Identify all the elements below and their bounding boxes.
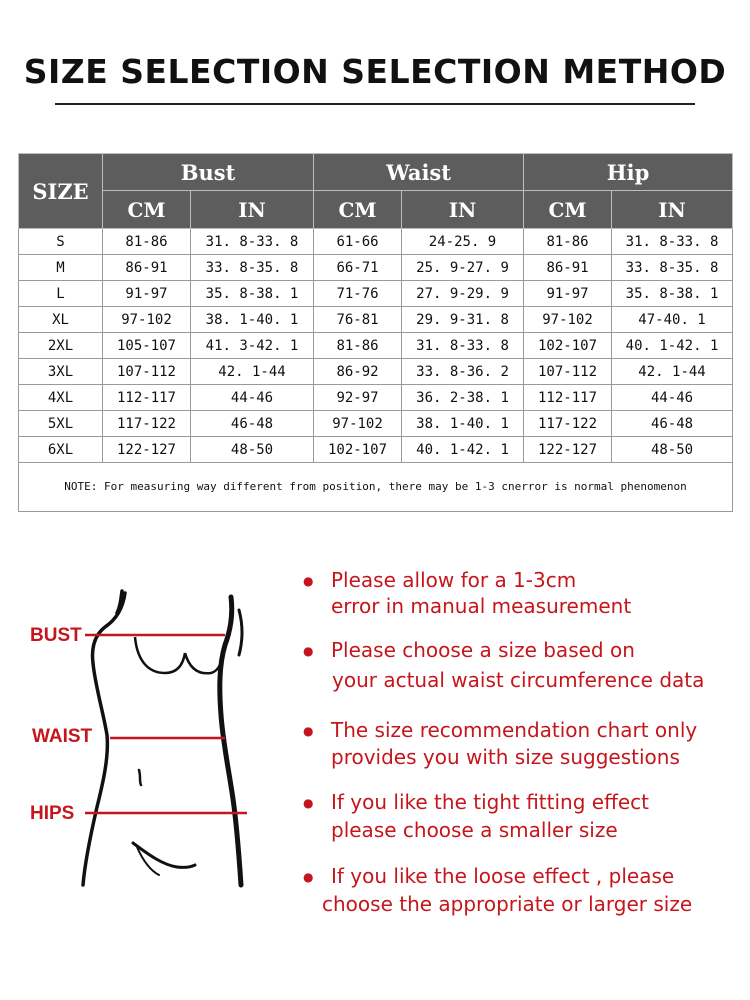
size-cell: 6XL — [19, 437, 103, 463]
measurement-cell: 76-81 — [314, 307, 402, 333]
tip-line: choose the appropriate or larger size — [322, 892, 693, 916]
unit-header: IN — [191, 191, 314, 229]
measurement-cell: 35. 8-38. 1 — [191, 281, 314, 307]
measurement-cell: 33. 8-36. 2 — [402, 359, 524, 385]
measurement-cell: 117-122 — [524, 411, 612, 437]
tip-line: please choose a smaller size — [331, 818, 618, 842]
measurement-cell: 97-102 — [314, 411, 402, 437]
table-row — [19, 307, 733, 333]
measurement-cell: 33. 8-35. 8 — [191, 255, 314, 281]
measurement-cell: 112-117 — [103, 385, 191, 411]
measurement-cell: 29. 9-31. 8 — [402, 307, 524, 333]
measurement-cell: 81-86 — [103, 229, 191, 255]
measurement-cell: 122-127 — [103, 437, 191, 463]
measurement-cell: 61-66 — [314, 229, 402, 255]
bust-label: BUST — [30, 625, 82, 646]
measurement-cell: 47-40. 1 — [612, 307, 733, 333]
measurement-cell: 117-122 — [103, 411, 191, 437]
measurement-cell: 42. 1-44 — [191, 359, 314, 385]
table-row — [19, 229, 733, 255]
size-cell: 2XL — [19, 333, 103, 359]
table-note: NOTE: For measuring way different from position, there may be 1-3 cnerror is normal phenomenon — [19, 463, 733, 512]
size-chart-table — [18, 153, 733, 512]
body-figure — [25, 585, 265, 905]
bullet-icon: ● — [303, 724, 314, 738]
measurement-cell: 97-102 — [524, 307, 612, 333]
measurement-cell: 38. 1-40. 1 — [402, 411, 524, 437]
size-cell: XL — [19, 307, 103, 333]
tip-line: Please choose a size based on — [331, 638, 635, 662]
unit-header: CM — [314, 191, 402, 229]
waist-label: WAIST — [32, 726, 93, 747]
size-cell: S — [19, 229, 103, 255]
measurement-cell: 102-107 — [314, 437, 402, 463]
unit-header: CM — [524, 191, 612, 229]
measurement-cell: 105-107 — [103, 333, 191, 359]
size-cell: L — [19, 281, 103, 307]
bullet-icon: ● — [303, 870, 314, 884]
measurement-cell: 31. 8-33. 8 — [191, 229, 314, 255]
measurement-cell: 31. 8-33. 8 — [402, 333, 524, 359]
tip-line: provides you with size suggestions — [331, 745, 680, 769]
measurement-cell: 33. 8-35. 8 — [612, 255, 733, 281]
unit-header: IN — [612, 191, 733, 229]
measurement-cell: 71-76 — [314, 281, 402, 307]
table-row — [19, 333, 733, 359]
measurement-cell: 86-92 — [314, 359, 402, 385]
measurement-cell: 122-127 — [524, 437, 612, 463]
measurement-cell: 81-86 — [524, 229, 612, 255]
page-title: SIZE SELECTION SELECTION METHOD — [23, 52, 727, 91]
table-row — [19, 437, 733, 463]
measurement-cell: 44-46 — [612, 385, 733, 411]
measurement-cell: 40. 1-42. 1 — [402, 437, 524, 463]
measurement-cell: 81-86 — [314, 333, 402, 359]
tip-line: Please allow for a 1-3cm — [331, 568, 577, 592]
measurement-cell: 38. 1-40. 1 — [191, 307, 314, 333]
measurement-cell: 25. 9-27. 9 — [402, 255, 524, 281]
size-cell: 5XL — [19, 411, 103, 437]
measurement-cell: 107-112 — [103, 359, 191, 385]
bullet-icon: ● — [303, 644, 314, 658]
measurement-cell: 46-48 — [612, 411, 733, 437]
tip-line: If you like the loose effect , please — [331, 864, 675, 888]
measurement-cell: 35. 8-38. 1 — [612, 281, 733, 307]
measurement-cell: 112-117 — [524, 385, 612, 411]
measurement-cell: 27. 9-29. 9 — [402, 281, 524, 307]
table-row — [19, 255, 733, 281]
size-cell: M — [19, 255, 103, 281]
size-cell: 4XL — [19, 385, 103, 411]
measurement-cell: 107-112 — [524, 359, 612, 385]
table-row — [19, 411, 733, 437]
size-header: SIZE — [19, 154, 103, 229]
measurement-cell: 36. 2-38. 1 — [402, 385, 524, 411]
measurement-cell: 48-50 — [191, 437, 314, 463]
table-row — [19, 281, 733, 307]
measurement-cell: 42. 1-44 — [612, 359, 733, 385]
measurement-cell: 102-107 — [524, 333, 612, 359]
group-header-waist: Waist — [314, 154, 524, 191]
size-cell: 3XL — [19, 359, 103, 385]
tip-line: your actual waist circumference data — [332, 668, 705, 692]
measurement-cell: 31. 8-33. 8 — [612, 229, 733, 255]
table-note-row — [19, 463, 733, 512]
table-row — [19, 359, 733, 385]
title-underline — [55, 103, 695, 105]
group-header-hip: Hip — [524, 154, 733, 191]
measurement-cell: 48-50 — [612, 437, 733, 463]
unit-header: IN — [402, 191, 524, 229]
measurement-cell: 41. 3-42. 1 — [191, 333, 314, 359]
group-header-bust: Bust — [103, 154, 314, 191]
measurement-cell: 91-97 — [103, 281, 191, 307]
measurement-cell: 91-97 — [524, 281, 612, 307]
tip-line: If you like the tight fitting effect — [331, 790, 649, 814]
measurement-cell: 24-25. 9 — [402, 229, 524, 255]
measurement-cell: 97-102 — [103, 307, 191, 333]
unit-header: CM — [103, 191, 191, 229]
tip-line: error in manual measurement — [331, 594, 632, 618]
measurement-cell: 86-91 — [103, 255, 191, 281]
tip-line: The size recommendation chart only — [331, 718, 698, 742]
hips-label: HIPS — [30, 803, 75, 824]
bullet-icon: ● — [303, 796, 314, 810]
measurement-cell: 46-48 — [191, 411, 314, 437]
measurement-cell: 44-46 — [191, 385, 314, 411]
measurement-cell: 40. 1-42. 1 — [612, 333, 733, 359]
measurement-cell: 86-91 — [524, 255, 612, 281]
measurement-cell: 66-71 — [314, 255, 402, 281]
table-row — [19, 385, 733, 411]
bullet-icon: ● — [303, 574, 314, 588]
measurement-cell: 92-97 — [314, 385, 402, 411]
